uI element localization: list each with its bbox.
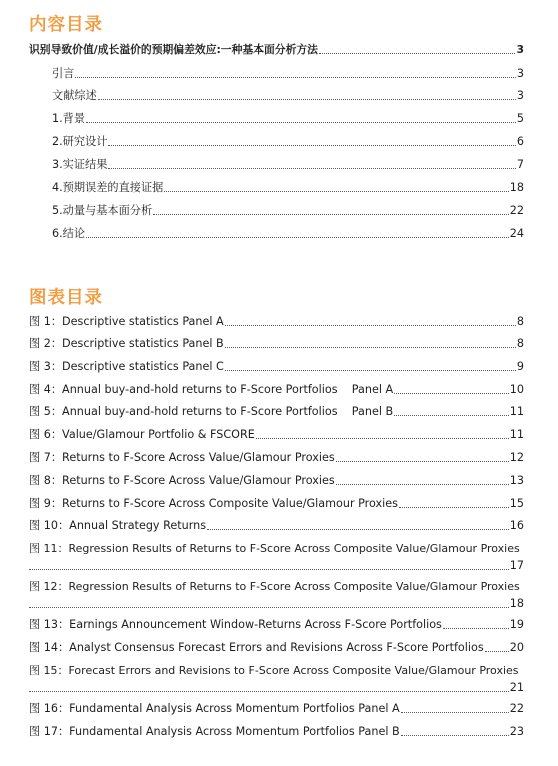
toc-entry-label: 5.动量与基本面分析 [52, 204, 153, 217]
dot-leader [394, 393, 509, 394]
dot-leader [108, 145, 515, 146]
dot-leader [256, 438, 509, 439]
toc-entry-page: 24 [509, 227, 524, 240]
toc-entry-page: 3 [516, 43, 524, 56]
figure-entry-label: 图 12：Regression Results of Returns to F-Score Across Composite Value/Glamour Proxies [29, 580, 520, 593]
figure-entry[interactable] [29, 315, 524, 329]
toc-entry-label: 3.实证结果 [52, 158, 108, 171]
dot-leader [153, 214, 509, 215]
figure-entry-page: 20 [509, 641, 524, 654]
dot-leader [443, 628, 509, 629]
figure-entry-page: 8 [516, 337, 524, 350]
figure-entry-continuation [29, 559, 524, 573]
toc-entry[interactable] [52, 227, 524, 241]
figure-entry[interactable] [29, 618, 524, 632]
figure-entry-label: 图 5：Annual buy-and-hold returns to F-Score Portfolios Panel B [29, 405, 394, 418]
toc-heading: 内容目录 [29, 15, 103, 35]
toc-entry-label: 文献综述 [52, 89, 97, 102]
figure-entry-label: 图 11：Regression Results of Returns to F-Score Across Composite Value/Glamour Proxies [29, 542, 520, 555]
toc-entry[interactable] [52, 181, 524, 195]
dot-leader [401, 735, 509, 736]
toc-entry[interactable] [52, 89, 524, 103]
toc-entry-label: 识别导致价值/成长溢价的预期偏差效应:一种基本面分析方法 [29, 43, 318, 56]
toc-entry[interactable] [52, 67, 524, 81]
figure-entry[interactable] [29, 360, 524, 374]
figure-entry-page: 21 [509, 681, 524, 694]
figure-entry[interactable] [29, 580, 524, 611]
figure-entry-page: 17 [509, 559, 524, 572]
toc-entry[interactable] [52, 135, 524, 149]
figure-entry-page: 13 [509, 474, 524, 487]
dot-leader [485, 651, 509, 652]
toc-entry[interactable] [52, 158, 524, 172]
toc-entry-label: 引言 [52, 67, 75, 80]
dot-leader [108, 168, 515, 169]
figure-entry[interactable] [29, 641, 524, 655]
figure-entry[interactable] [29, 725, 524, 739]
figure-entry-label: 图 4：Annual buy-and-hold returns to F-Score Portfolios Panel A [29, 383, 394, 396]
dot-leader [225, 347, 516, 348]
toc-entry[interactable] [52, 204, 524, 218]
toc-entry-page: 3 [516, 67, 524, 80]
figure-entry-page: 19 [509, 618, 524, 631]
dot-leader [86, 237, 509, 238]
dot-leader [164, 191, 508, 192]
figure-entry-label: 图 2：Descriptive statistics Panel B [29, 337, 224, 350]
figure-entry[interactable] [29, 542, 524, 573]
figure-entry-label: 图 17：Fundamental Analysis Across Momentum Portfolios Panel B [29, 725, 400, 738]
dot-leader [29, 607, 509, 608]
dot-leader [225, 370, 516, 371]
figure-entry-label: 图 6：Value/Glamour Portfolio & FSCORE [29, 428, 255, 441]
figure-entry[interactable] [29, 383, 524, 397]
figure-entry-page: 11 [509, 405, 524, 418]
figure-entry-label: 图 8：Returns to F-Score Across Value/Glamour Proxies [29, 474, 335, 487]
dot-leader [29, 691, 509, 692]
figure-entry[interactable] [29, 451, 524, 465]
figure-entry-label: 图 13：Earnings Announcement Window-Returns Across F-Score Portfolios [29, 618, 442, 631]
toc-entry-page: 18 [509, 181, 524, 194]
dot-leader [98, 99, 516, 100]
toc-entry-label: 4.预期误差的直接证据 [52, 181, 164, 194]
toc-entry-label: 2.研究设计 [52, 135, 108, 148]
toc-entry[interactable] [29, 43, 524, 57]
toc-entry-page: 7 [516, 158, 524, 171]
dot-leader [319, 53, 516, 54]
figures-heading: 图表目录 [29, 288, 103, 308]
figure-entry-page: 23 [509, 725, 524, 738]
figure-entry-page: 16 [509, 519, 524, 532]
figure-entry-page: 11 [509, 428, 524, 441]
figure-entry-label: 图 16：Fundamental Analysis Across Momentum Portfolios Panel A [29, 702, 400, 715]
dot-leader [75, 77, 515, 78]
dot-leader [225, 325, 516, 326]
dot-leader [29, 569, 509, 570]
figure-entry-page: 22 [509, 702, 524, 715]
figure-entry-label: 图 15：Forecast Errors and Revisions to F-Score Across Composite Value/Glamour Proxies [29, 664, 519, 677]
toc-entry-page: 5 [516, 112, 524, 125]
toc-entry-label: 1.背景 [52, 112, 86, 125]
dot-leader [207, 529, 509, 530]
figure-entry[interactable] [29, 497, 524, 511]
figure-entry-page: 9 [516, 360, 524, 373]
figure-entry-label: 图 9：Returns to F-Score Across Composite Value/Glamour Proxies [29, 497, 398, 510]
figure-entry[interactable] [29, 405, 524, 419]
toc-entry-page: 22 [509, 204, 524, 217]
figure-entry-page: 8 [516, 315, 524, 328]
figure-entry-label: 图 10：Annual Strategy Returns [29, 519, 207, 532]
figure-entry-continuation [29, 681, 524, 695]
toc-entry-label: 6.结论 [52, 227, 86, 240]
toc-entry[interactable] [52, 112, 524, 126]
toc-entry-page: 6 [516, 135, 524, 148]
figure-entry[interactable] [29, 664, 524, 695]
figure-entry-label: 图 14：Analyst Consensus Forecast Errors and Revisions Across F-Score Portfolios [29, 641, 484, 654]
figure-entry-page: 10 [509, 383, 524, 396]
figure-entry-page: 18 [509, 597, 524, 610]
dot-leader [336, 461, 509, 462]
figure-entry[interactable] [29, 519, 524, 533]
figure-entry-label: 图 7：Returns to F-Score Across Value/Glamour Proxies [29, 451, 335, 464]
toc-entry-page: 3 [516, 89, 524, 102]
figure-entry[interactable] [29, 337, 524, 351]
figure-entry[interactable] [29, 474, 524, 488]
dot-leader [336, 484, 509, 485]
dot-leader [394, 415, 509, 416]
figure-entry-label: 图 3：Descriptive statistics Panel C [29, 360, 224, 373]
figure-entry-continuation [29, 597, 524, 611]
dot-leader [399, 507, 509, 508]
figure-entry-page: 15 [509, 497, 524, 510]
figure-entry-label: 图 1：Descriptive statistics Panel A [29, 315, 224, 328]
figure-entry[interactable] [29, 702, 524, 716]
figure-entry[interactable] [29, 428, 524, 442]
dot-leader [401, 712, 509, 713]
figure-entry-page: 12 [509, 451, 524, 464]
dot-leader [86, 122, 516, 123]
